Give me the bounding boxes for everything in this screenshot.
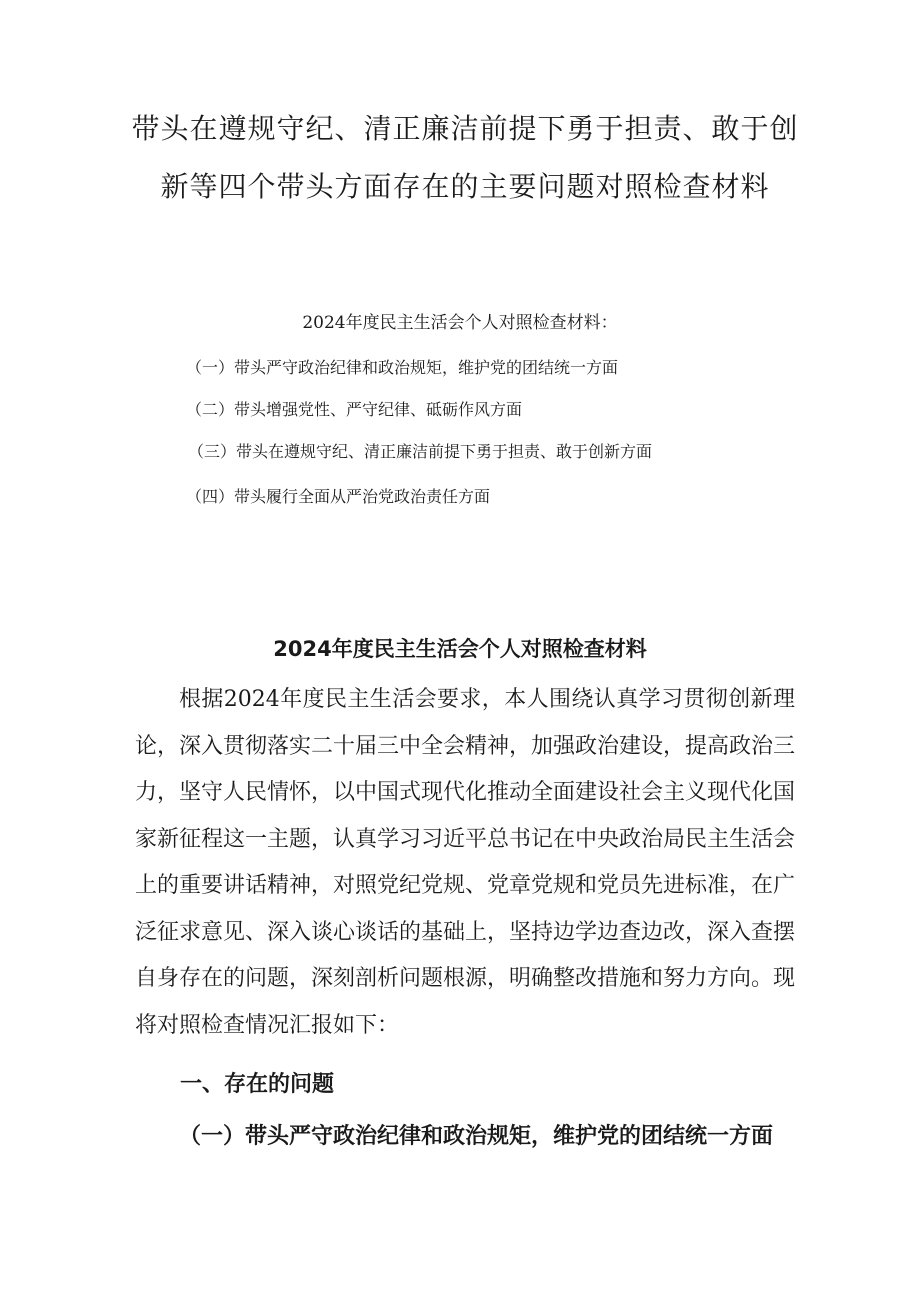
toc-item: （二）带头增强党性、严守纪律、砥砺作风方面 <box>186 400 523 419</box>
section-title: 2024年度民主生活会个人对照检查材料 <box>273 637 647 661</box>
intro-paragraph: 根据2024年度民主生活会要求，本人围绕认真学习贯彻创新理论，深入贯彻落实二十届三中全会精神，加强政治建设，提高政治三力，坚守人民情怀，以中国式现代化推动全面建设社会主义现代化国家新征程这一主题，认真学习习近平总书记在中央政治局民主生活会上的重要讲话精神，对照党纪党规、党章党规和党员先进标准，在广泛征求意见、深入谈心谈话的基础上，坚持边学边查边改，深入查摆自身存在的问题，深刻剖析问题根源，明确整改措施和努力方向。现将对照检查情况汇报如下： <box>135 687 796 1038</box>
document-title: 带头在遵规守纪、清正廉洁前提下勇于担责、敢于创新等四个带头方面存在的主要问题对照检查材料 <box>131 112 799 203</box>
toc-heading: 2024年度民主生活会个人对照检查材料： <box>302 313 618 333</box>
toc-item: （一）带头严守政治纪律和政治规矩，维护党的团结统一方面 <box>186 358 619 377</box>
heading-subsection-1: （一）带头严守政治纪律和政治规矩，维护党的团结统一方面 <box>179 1124 774 1149</box>
toc-item: （三）带头在遵规守纪、清正廉洁前提下勇于担责、敢于创新方面 <box>188 442 653 461</box>
heading-problems: 一、存在的问题 <box>180 1072 335 1097</box>
toc-item: （四）带头履行全面从严治党政治责任方面 <box>186 487 491 506</box>
